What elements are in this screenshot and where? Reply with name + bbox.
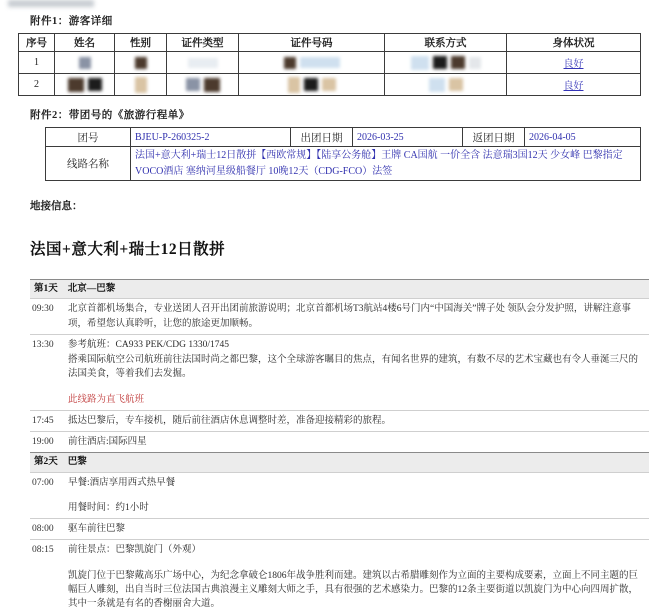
cell-id-number-redacted	[239, 52, 385, 74]
redacted-blob	[284, 57, 296, 69]
redacted-blob	[188, 58, 218, 68]
col-header-gender: 性别	[115, 34, 167, 52]
health-status: 良好	[507, 74, 641, 96]
cell-name-redacted	[55, 52, 115, 74]
cell-name-redacted	[55, 74, 115, 96]
local-info-label: 地接信息：	[30, 201, 83, 212]
row-time: 08:00	[32, 524, 54, 534]
hotel-info: 前往酒店:国际四星	[68, 437, 147, 447]
group-no-label: 团号	[46, 128, 131, 147]
col-header-name: 姓名	[55, 34, 115, 52]
row-time: 19:00	[32, 437, 54, 447]
col-header-id-type: 证件类型	[167, 34, 239, 52]
itinerary-row	[30, 298, 649, 334]
cell-no: 1	[19, 52, 55, 74]
row-text: 北京首都机场集合，专业送团人召开出团前旅游说明；北京首都机场T3航站4楼6号门内“中国海关”牌子处 领队会分发护照，讲解注意事项，希望您认真聆听，让您的旅途更加顺畅。	[68, 304, 631, 329]
redacted-blob	[288, 77, 300, 93]
redacted-blob	[186, 78, 200, 91]
redacted-blob	[429, 78, 445, 92]
row-time: 07:00	[32, 477, 54, 488]
day1-route: 北京—巴黎	[67, 284, 116, 294]
breakfast-info: 早餐:酒店享用西式热早餐	[68, 477, 176, 488]
meal-duration: 用餐时间：约1小时	[68, 502, 149, 513]
row-time: 17:45	[32, 415, 54, 426]
passenger-table	[18, 33, 641, 96]
itinerary-row	[30, 539, 649, 614]
sight-description: 凯旋门位于巴黎戴高乐广场中心，为纪念拿破仑1806年战争胜利而建。建筑以古希腊雕刻作为立面的主要构成要素，立面上不同主题的巨幅巨人雕刻，出自当时三位法国古典浪漫主义雕刻大师之手，具有很强的艺术感染力。巴黎的12条主要街道以凯旋门为中心向四周扩散，其中一条就是有名的香榭丽舍大道。	[68, 570, 639, 609]
flight-info: 参考航班：CA933 PEK/CDG 1330/1745	[68, 339, 229, 350]
depart-date-value: 2026-03-25	[353, 128, 463, 147]
cell-id-type-redacted	[167, 74, 239, 96]
group-no-value: BJEU-P-260325-2	[131, 128, 291, 147]
itinerary-title: 法国+意大利+瑞士12日散拼	[30, 241, 226, 258]
redacted-blob	[304, 78, 318, 91]
itinerary	[30, 279, 649, 614]
table-row	[19, 52, 641, 74]
return-date-label: 返团日期	[463, 128, 525, 147]
health-status: 良好	[507, 52, 641, 74]
row-time: 13:30	[32, 339, 54, 350]
col-header-no: 序号	[19, 34, 55, 52]
row-text: 驱车前往巴黎	[68, 524, 126, 534]
redacted-blob	[433, 56, 447, 69]
cell-id-number-redacted	[239, 74, 385, 96]
col-header-health: 身体状况	[507, 34, 641, 52]
day2-label: 第2天	[34, 457, 58, 468]
direct-flight-note: 此线路为直飞航班	[68, 394, 145, 405]
group-info-table	[45, 127, 641, 181]
sight-name: 前往景点：巴黎凯旋门（外观）	[68, 545, 202, 556]
redacted-blob	[88, 78, 102, 91]
cell-gender-redacted	[115, 74, 167, 96]
redacted-blob	[451, 56, 465, 69]
itinerary-row	[30, 518, 649, 539]
day1-header	[30, 279, 649, 298]
row-time: 09:30	[32, 304, 54, 315]
redacted-blob	[79, 57, 91, 69]
table-row	[19, 74, 641, 96]
row-text: 搭乘国际航空公司航班前往法国时尚之都巴黎，这个全球游客瞩目的焦点，有闻名世界的建筑，有数不尽的艺术宝藏也有令人垂涎三尺的法国美食，等着我们去发掘。	[68, 355, 639, 380]
route-name-value: 法国+意大利+瑞士12日散拼【西欧常规】【陆享公务舱】王牌 CA国航 一价全含 法意瑞3国12天 少女峰 巴黎指定VOCO酒店 塞纳河星级船餐厅 10晚12天（CDG-FCO）法签	[131, 147, 641, 181]
redacted-blob	[204, 78, 220, 92]
itinerary-row	[30, 410, 649, 431]
passenger-header-row	[19, 34, 641, 52]
redacted-blob	[469, 57, 481, 69]
day2-route: 巴黎	[67, 457, 87, 468]
cell-contact-redacted	[385, 74, 507, 96]
group-number-row	[46, 128, 641, 147]
row-text: 抵达巴黎后，专车接机，随后前往酒店休息调整时差，准备迎接精彩的旅程。	[68, 415, 392, 426]
itinerary-row	[30, 431, 649, 452]
col-header-id-number: 证件号码	[239, 34, 385, 52]
attachment2-title: 附件2：带团号的《旅游行程单》	[30, 110, 190, 121]
col-header-contact: 联系方式	[385, 34, 507, 52]
day2-header	[30, 452, 649, 471]
redacted-blob	[300, 57, 340, 68]
itinerary-row	[30, 334, 649, 410]
route-name-row	[46, 147, 641, 181]
row-time: 08:15	[32, 545, 54, 556]
redacted-blob	[135, 57, 147, 69]
redacted-blob	[68, 78, 84, 92]
depart-date-label: 出团日期	[291, 128, 353, 147]
redacted-blob	[322, 78, 336, 91]
cell-id-type-redacted	[167, 52, 239, 74]
redacted-blob	[411, 56, 429, 70]
route-name-label: 线路名称	[46, 147, 131, 181]
cell-no: 2	[19, 74, 55, 96]
redacted-blob	[8, 0, 94, 7]
day1-label: 第1天	[34, 284, 58, 294]
itinerary-row	[30, 472, 649, 519]
cell-contact-redacted	[385, 52, 507, 74]
attachment1-title: 附件1：游客详细	[30, 16, 113, 27]
cell-gender-redacted	[115, 52, 167, 74]
return-date-value: 2026-04-05	[525, 128, 641, 147]
redacted-blob	[449, 78, 463, 91]
redacted-blob	[135, 77, 147, 93]
